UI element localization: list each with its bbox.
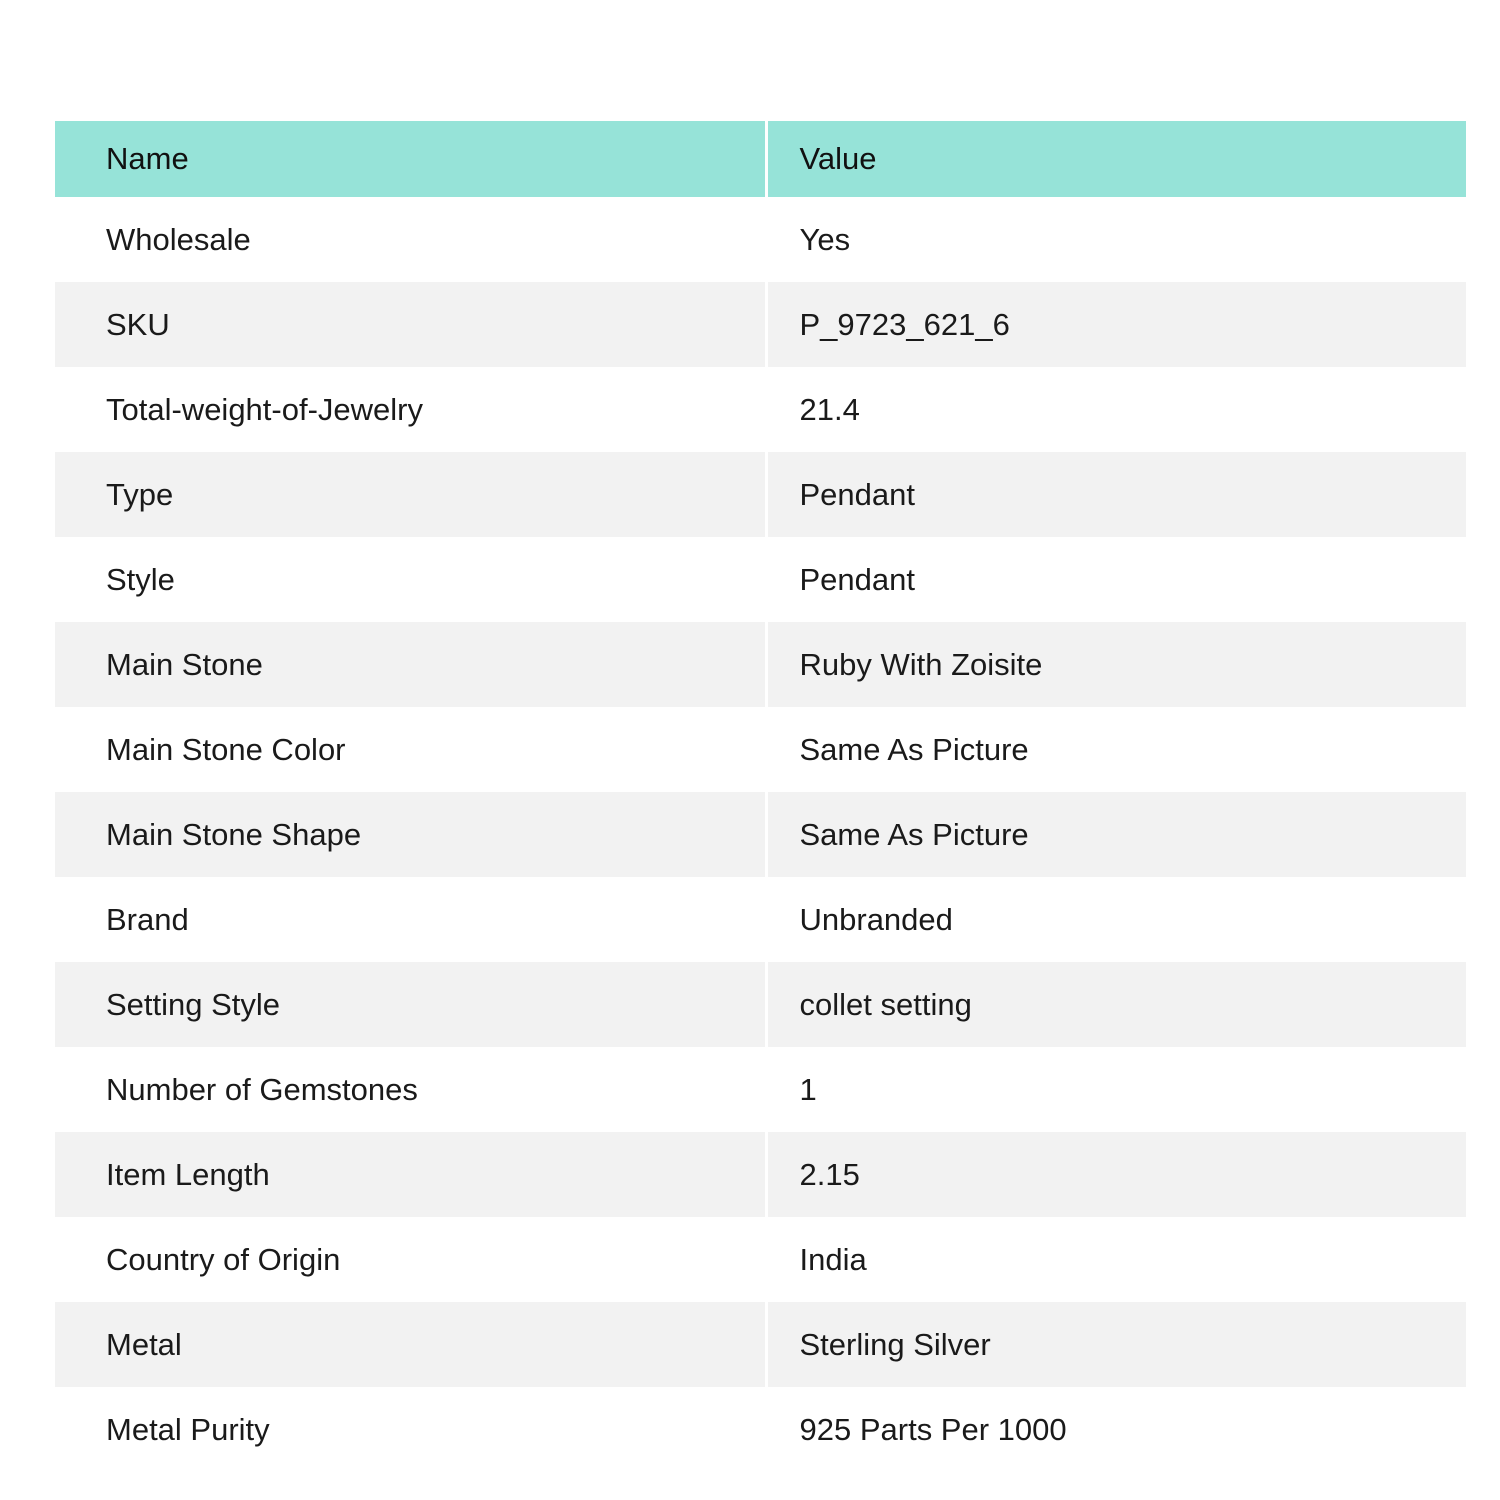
row-name-cell: Wholesale: [55, 197, 766, 282]
table-row: [55, 452, 1466, 537]
table-row: [55, 1302, 1466, 1387]
row-value-cell: 2.15: [799, 1156, 860, 1192]
table-row: [55, 537, 1466, 622]
table-row: [55, 792, 1466, 877]
row-name-cell: Main Stone Color: [55, 707, 766, 792]
row-value-cell: 21.4: [799, 391, 860, 427]
row-value-cell: Same As Picture: [799, 731, 1029, 767]
table-row: [55, 877, 1466, 962]
row-value-cell: Same As Picture: [799, 816, 1029, 852]
row-name-cell: Type: [55, 452, 766, 537]
row-value-cell: Ruby With Zoisite: [799, 646, 1043, 682]
row-value-cell: Pendant: [799, 476, 915, 512]
specifications-table: [55, 121, 1466, 1472]
row-value-cell: Sterling Silver: [799, 1326, 991, 1362]
row-name-cell: Number of Gemstones: [55, 1047, 766, 1132]
row-value-cell: Pendant: [799, 561, 915, 597]
table-row: [55, 1132, 1466, 1217]
row-value-cell: Yes: [799, 221, 851, 257]
table-body: [55, 197, 1466, 1472]
table-row: [55, 197, 1466, 282]
row-value-cell: 1: [799, 1071, 817, 1107]
column-header-name: Name: [55, 121, 766, 197]
row-value-cell: 925 Parts Per 1000: [799, 1411, 1067, 1447]
table-row: [55, 962, 1466, 1047]
row-value-cell: India: [799, 1241, 867, 1277]
row-name-cell: Total-weight-of-Jewelry: [55, 367, 766, 452]
row-name-cell: SKU: [55, 282, 766, 367]
column-header-value: Value: [799, 141, 877, 177]
table-row: [55, 1387, 1466, 1472]
table-row: [55, 282, 1466, 367]
row-name-cell: Item Length: [55, 1132, 766, 1217]
row-value-cell: P_9723_621_6: [799, 306, 1010, 342]
row-name-cell: Metal: [55, 1302, 766, 1387]
table-row: [55, 622, 1466, 707]
table-row: [55, 707, 1466, 792]
row-value-cell: Unbranded: [799, 901, 953, 937]
row-name-cell: Country of Origin: [55, 1217, 766, 1302]
row-name-cell: Metal Purity: [55, 1387, 766, 1472]
table-row: [55, 1217, 1466, 1302]
table-row: [55, 1047, 1466, 1132]
row-name-cell: Main Stone Shape: [55, 792, 766, 877]
row-name-cell: Style: [55, 537, 766, 622]
row-name-cell: Main Stone: [55, 622, 766, 707]
row-name-cell: Brand: [55, 877, 766, 962]
row-name-cell: Setting Style: [55, 962, 766, 1047]
row-value-cell: collet setting: [799, 986, 972, 1022]
table-row: [55, 367, 1466, 452]
table-header-row: [55, 121, 1466, 197]
